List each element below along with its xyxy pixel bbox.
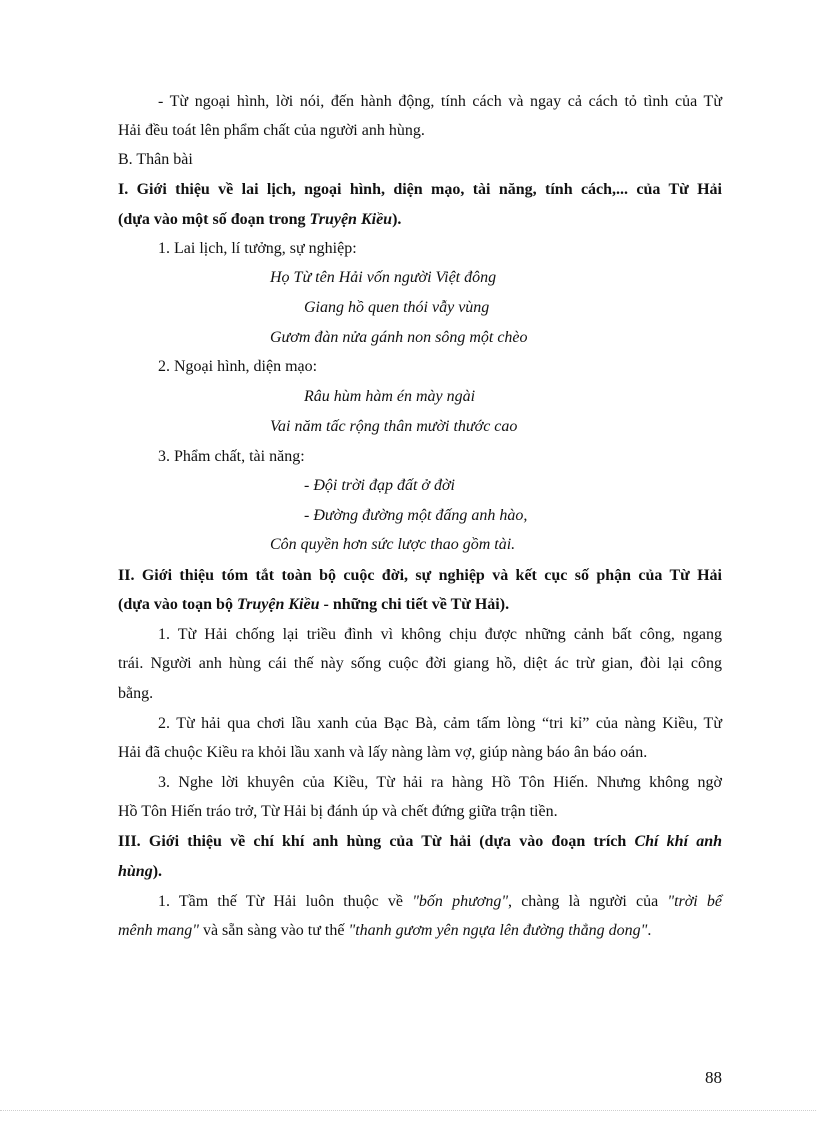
poem-3-line-2: - Đường đường một đấng anh hào, bbox=[304, 507, 528, 524]
section-3-heading-line-2: hùng). bbox=[118, 863, 163, 880]
poem-2-line-2: Vai năm tấc rộng thân mười thước cao bbox=[270, 418, 518, 435]
section-2-p2-line-2: Hải đã chuộc Kiều ra khỏi lầu xanh và lấy nàng làm vợ, giúp nàng báo ân báo oán. bbox=[118, 744, 648, 761]
section-2-p1-line-3: bằng. bbox=[118, 685, 154, 702]
section-b-heading: B. Thân bài bbox=[118, 151, 193, 168]
poem-1-line-2: Giang hồ quen thói vẫy vùng bbox=[304, 299, 490, 316]
section-2-p1-line-2: trái. Người anh hùng cái thế này sống cuộc đời giang hồ, diệt ác trừ gian, đòi lại công bbox=[118, 655, 722, 672]
page-number: 88 bbox=[705, 1068, 722, 1087]
section-1-item-3: 3. Phẩm chất, tài năng: bbox=[158, 448, 305, 465]
section-1-item-1: 1. Lai lịch, lí tưởng, sự nghiệp: bbox=[158, 240, 357, 257]
section-3-p1-line-2: mênh mang" và sẵn sàng vào tư thế "thanh gươm yên ngựa lên đường thẳng dong". bbox=[118, 922, 652, 939]
section-3-p1-line-1: 1. Tầm thế Từ Hải luôn thuộc về "bốn phương", chàng là người của "trời bể bbox=[158, 893, 722, 910]
section-2-p1-line-1: 1. Từ Hải chống lại triều đình vì không chịu được những cảnh bất công, ngang bbox=[158, 626, 722, 643]
page-bottom-border bbox=[0, 1110, 816, 1111]
poem-2-line-1: Râu hùm hàm én mày ngài bbox=[304, 388, 476, 405]
intro-line-1: - Từ ngoại hình, lời nói, đến hành động, tính cách và ngay cả cách tỏ tình của Từ bbox=[158, 93, 722, 110]
section-1-heading-line-2: (dựa vào một số đoạn trong Truyện Kiều). bbox=[118, 211, 402, 228]
poem-1-line-3: Gươm đàn nửa gánh non sông một chèo bbox=[270, 329, 528, 346]
poem-3-line-3: Côn quyền hơn sức lược thao gồm tài. bbox=[270, 536, 516, 553]
section-2-heading-line-2: (dựa vào toạn bộ Truyện Kiều - những chi tiết về Từ Hải). bbox=[118, 596, 510, 613]
section-2-p3-line-1: 3. Nghe lời khuyên của Kiều, Từ hải ra hàng Hồ Tôn Hiến. Nhưng không ngờ bbox=[158, 774, 722, 791]
poem-3-line-1: - Đội trời đạp đất ở đời bbox=[304, 477, 455, 494]
section-2-p2-line-1: 2. Từ hải qua chơi lầu xanh của Bạc Bà, cảm tấm lòng “tri kỉ” của nàng Kiều, Từ bbox=[158, 715, 722, 732]
section-2-p3-line-2: Hồ Tôn Hiến tráo trở, Từ Hải bị đánh úp và chết đứng giữa trận tiền. bbox=[118, 803, 558, 820]
poem-1-line-1: Họ Từ tên Hải vốn người Việt đông bbox=[270, 269, 497, 286]
section-2-heading-line-1: II. Giới thiệu tóm tắt toàn bộ cuộc đời, sự nghiệp và kết cục số phận của Từ Hải bbox=[118, 567, 722, 584]
section-3-heading-line-1: III. Giới thiệu về chí khí anh hùng của Từ hải (dựa vào đoạn trích Chí khí anh bbox=[118, 833, 722, 850]
section-1-heading-line-1: I. Giới thiệu về lai lịch, ngoại hình, diện mạo, tài năng, tính cách,... của Từ Hải bbox=[118, 181, 722, 198]
intro-line-2: Hải đều toát lên phẩm chất của người anh hùng. bbox=[118, 122, 425, 139]
section-1-item-2: 2. Ngoại hình, diện mạo: bbox=[158, 358, 318, 375]
